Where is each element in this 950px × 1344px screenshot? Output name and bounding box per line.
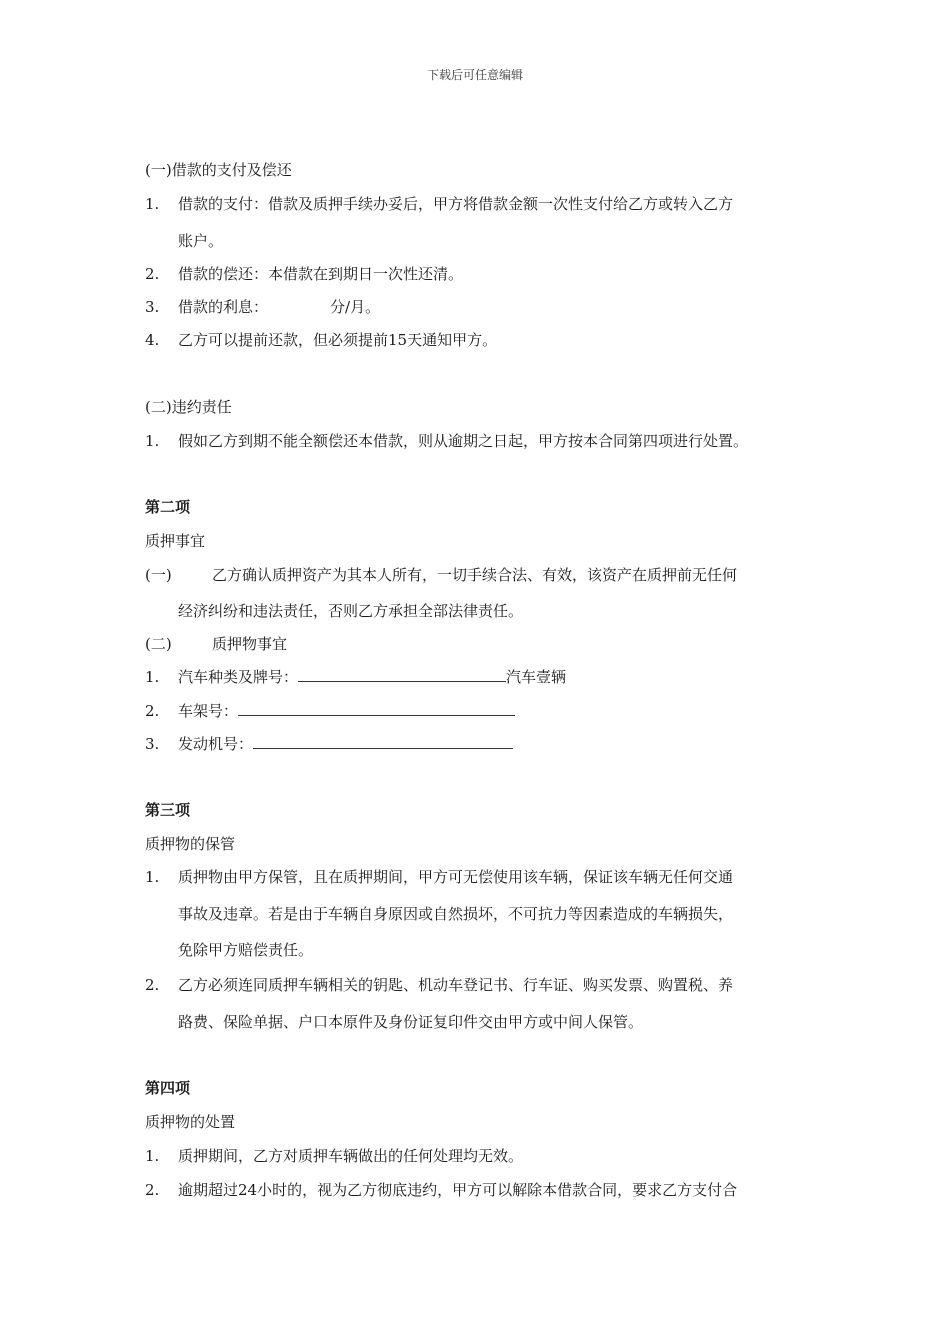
item-number: 1. (145, 195, 160, 213)
item-text: 乙方可以提前还款，但必须提前15天通知甲方。 (178, 331, 498, 349)
item-number: 3. (145, 735, 160, 753)
form-field-frame-number (145, 701, 515, 721)
list-item (145, 330, 497, 350)
item-continuation: 免除甲方赔偿责任。 (178, 941, 314, 959)
form-field-vehicle-type (145, 667, 566, 687)
item-continuation: 事故及违章。若是由于车辆自身原因或自然损坏，不可抗力等因素造成的车辆损失， (178, 905, 734, 923)
list-item (145, 264, 463, 284)
list-item (145, 634, 287, 654)
list-item (145, 1180, 737, 1200)
form-field-engine-number (145, 734, 513, 754)
item-text: 质押物事宜 (212, 635, 288, 653)
field-suffix: 汽车壹辆 (506, 668, 567, 686)
vehicle-type-blank (298, 667, 506, 682)
item-subtitle: 质押物的保管 (145, 835, 236, 853)
item-text: 借款的支付：借款及质押手续办妥后，甲方将借款金额一次性支付给乙方或转入乙方 (178, 195, 734, 213)
item-heading: 第三项 (145, 801, 191, 819)
item-suffix: 分/月。 (330, 298, 381, 316)
field-label: 发动机号： (178, 735, 254, 753)
list-item (145, 297, 380, 317)
list-item (145, 431, 748, 451)
item-subtitle: 质押事宜 (145, 532, 206, 550)
item-number: 3. (145, 298, 160, 316)
item-number: (二) (145, 635, 172, 653)
item-subtitle: 质押物的处置 (145, 1113, 236, 1131)
item-number: 1. (145, 432, 160, 450)
item-text: 逾期超过24小时的，视为乙方彻底违约，甲方可以解除本借款合同，要求乙方支付合 (178, 1181, 738, 1199)
item-number: 2. (145, 702, 160, 720)
engine-number-blank (253, 734, 513, 749)
item-continuation: 经济纠纷和违法责任，否则乙方承担全部法律责任。 (178, 602, 524, 620)
list-item (145, 975, 733, 995)
field-label: 汽车种类及牌号： (178, 668, 299, 686)
item-text: 乙方确认质押资产为其本人所有，一切手续合法、有效，该资产在质押前无任何 (212, 566, 738, 584)
item-text: 借款的偿还：本借款在到期日一次性还清。 (178, 265, 464, 283)
item-number: 2. (145, 1181, 160, 1199)
field-label: 车架号： (178, 702, 239, 720)
item-number: 2. (145, 976, 160, 994)
list-item (145, 1146, 523, 1166)
item-heading: 第二项 (145, 498, 191, 516)
item-number: 1. (145, 1147, 160, 1165)
item-continuation: 路费、保险单据、户口本原件及身份证复印件交由甲方或中间人保管。 (178, 1013, 644, 1031)
item-number: 1. (145, 668, 160, 686)
item-text: 假如乙方到期不能全额偿还本借款，则从逾期之日起，甲方按本合同第四项进行处置。 (178, 432, 749, 450)
item-heading: 第四项 (145, 1079, 191, 1097)
item-number: 2. (145, 265, 160, 283)
list-item (145, 194, 733, 214)
item-text: 乙方必须连同质押车辆相关的钥匙、机动车登记书、行车证、购买发票、购置税、养 (178, 976, 734, 994)
item-number: 4. (145, 331, 160, 349)
item-number: 1. (145, 868, 160, 886)
list-item (145, 565, 737, 585)
list-item (145, 867, 733, 887)
item-continuation: 账户。 (178, 232, 224, 250)
section-title-payment: (一)借款的支付及偿还 (145, 161, 292, 179)
item-text: 质押期间，乙方对质押车辆做出的任何处理均无效。 (178, 1147, 524, 1165)
page-header: 下载后可任意编辑 (426, 68, 523, 82)
item-text: 质押物由甲方保管，且在质押期间，甲方可无偿使用该车辆，保证该车辆无任何交通 (178, 868, 734, 886)
item-text: 借款的利息： (178, 298, 269, 316)
item-number: (一) (145, 566, 172, 584)
section-title-breach: (二)违约责任 (145, 398, 232, 416)
frame-number-blank (238, 701, 515, 716)
